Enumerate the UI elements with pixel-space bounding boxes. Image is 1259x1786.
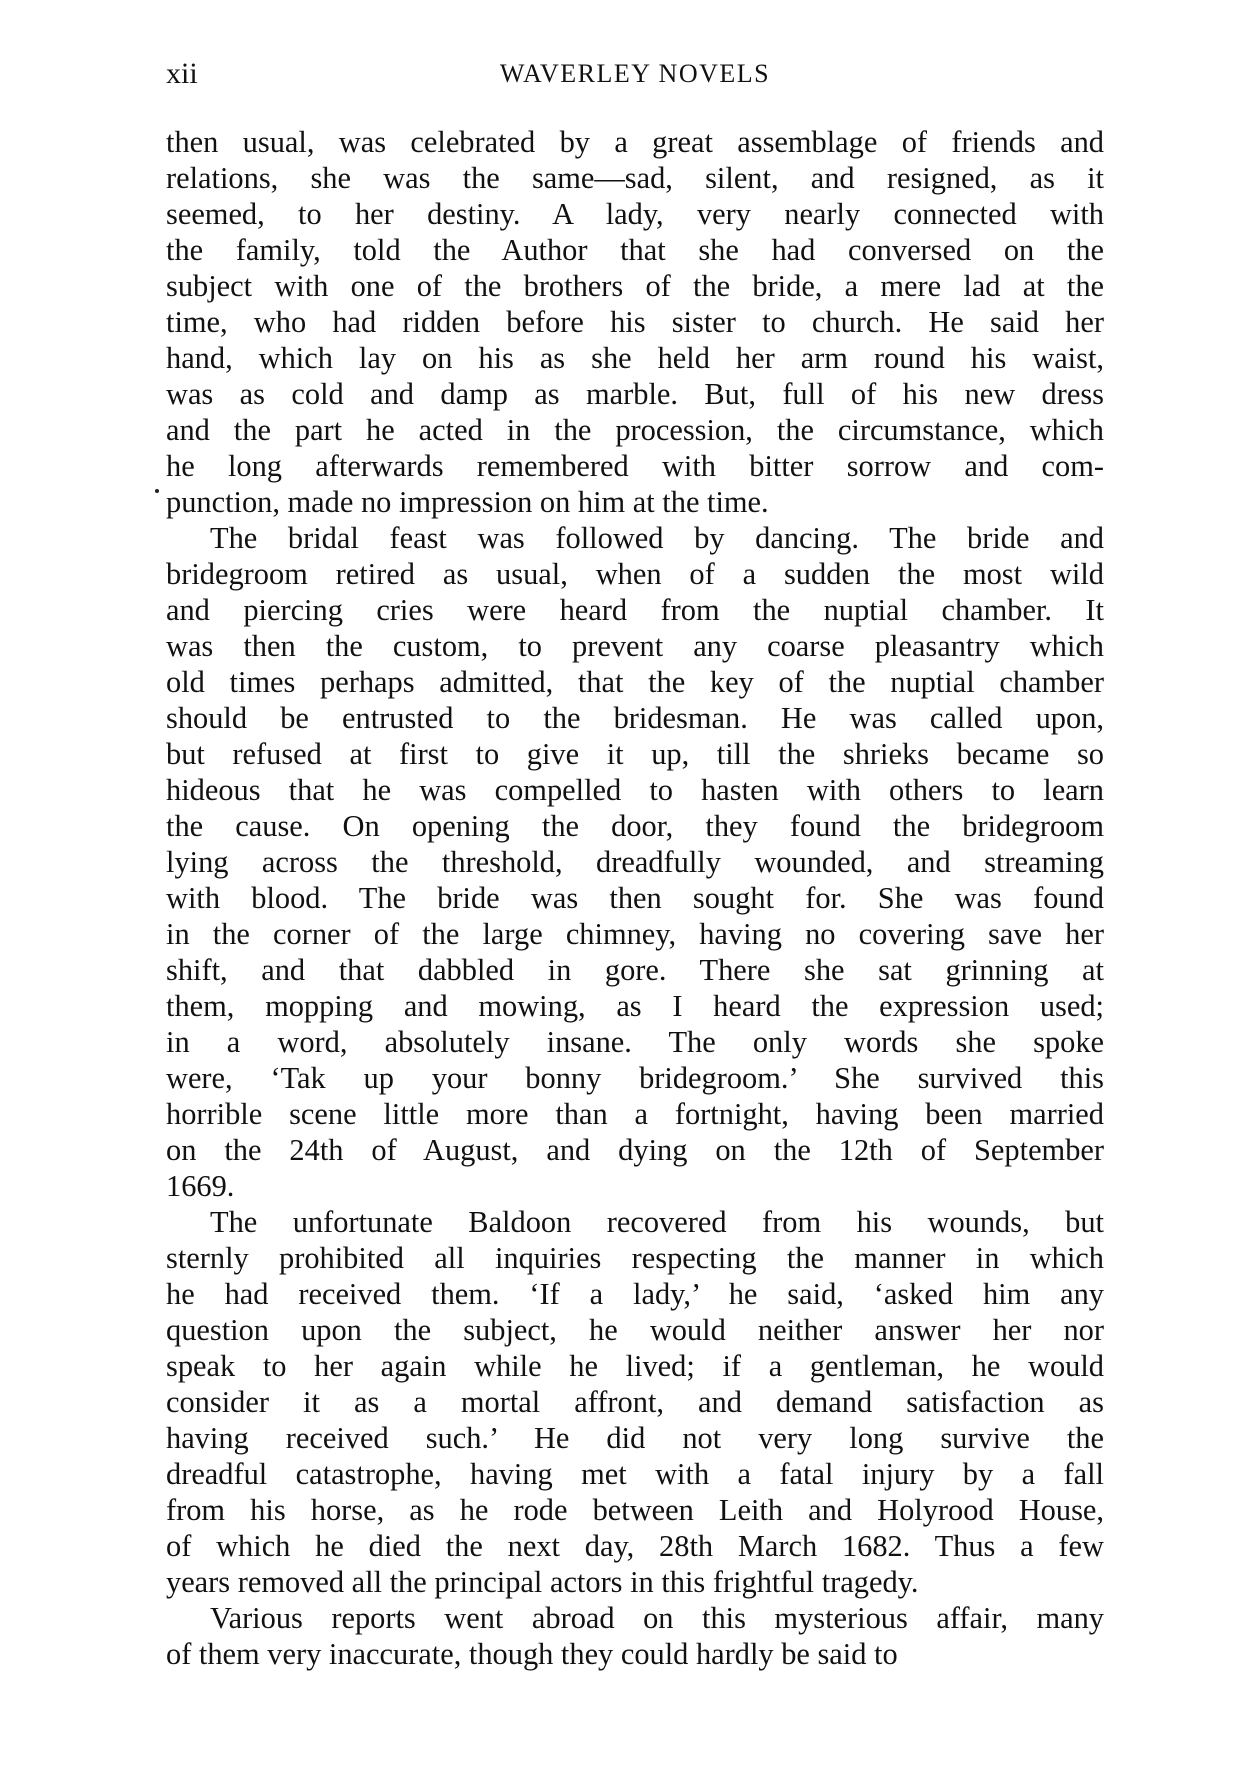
text-line: dreadful catastrophe, having met with a fatal injury by a fall xyxy=(166,1457,1104,1491)
text-line: was then the custom, to prevent any coarse pleasantry which xyxy=(166,629,1104,663)
text-line: he long afterwards remembered with bitter sorrow and com- xyxy=(166,449,1104,483)
text-line: seemed, to her destiny. A lady, very nearly connected with xyxy=(166,197,1104,231)
text-line: sternly prohibited all inquiries respecting the manner in which xyxy=(166,1241,1104,1275)
text-line: but refused at first to give it up, till the shrieks became so xyxy=(166,737,1104,771)
page-number: xii xyxy=(166,57,198,90)
text-line: the family, told the Author that she had conversed on the xyxy=(166,233,1104,267)
text-line: old times perhaps admitted, that the key of the nuptial chamber xyxy=(166,665,1104,699)
text-line: years removed all the principal actors in this frightful tragedy. xyxy=(166,1565,919,1599)
text-line: relations, she was the same—sad, silent, and resigned, as it xyxy=(166,161,1104,195)
text-line: speak to her again while he lived; if a gentleman, he would xyxy=(166,1349,1104,1383)
text-line: shift, and that dabbled in gore. There she sat grinning at xyxy=(166,953,1104,987)
text-line: he had received them. ‘If a lady,’ he said, ‘asked him any xyxy=(166,1277,1104,1311)
page-header xyxy=(166,56,1104,92)
text-line: the cause. On opening the door, they found the bridegroom xyxy=(166,809,1104,843)
text-line: consider it as a mortal affront, and demand satisfaction as xyxy=(166,1385,1104,1419)
text-line: of them very inaccurate, though they could hardly be said to xyxy=(166,1637,898,1671)
text-line: them, mopping and mowing, as I heard the expression used; xyxy=(166,989,1104,1023)
text-line: of which he died the next day, 28th March 1682. Thus a few xyxy=(166,1529,1104,1563)
text-line: in a word, absolutely insane. The only words she spoke xyxy=(166,1025,1104,1059)
text-line: should be entrusted to the bridesman. He was called upon, xyxy=(166,701,1104,735)
text-line: horrible scene little more than a fortnight, having been married xyxy=(166,1097,1104,1131)
text-line: subject with one of the brothers of the bride, a mere lad at the xyxy=(166,269,1104,303)
text-line: hand, which lay on his as she held her arm round his waist, xyxy=(166,341,1104,375)
text-line: and piercing cries were heard from the nuptial chamber. It xyxy=(166,593,1104,627)
text-line: on the 24th of August, and dying on the 12th of September xyxy=(166,1133,1104,1167)
text-line: The bridal feast was followed by dancing. The bride and xyxy=(210,521,1104,555)
text-line: bridegroom retired as usual, when of a sudden the most wild xyxy=(166,557,1104,591)
text-line: Various reports went abroad on this mysterious affair, many xyxy=(210,1601,1104,1635)
text-line: hideous that he was compelled to hasten with others to learn xyxy=(166,773,1104,807)
margin-mark xyxy=(155,489,159,493)
text-line: lying across the threshold, dreadfully wounded, and streaming xyxy=(166,845,1104,879)
text-line: from his horse, as he rode between Leith and Holyrood House, xyxy=(166,1493,1104,1527)
text-line: in the corner of the large chimney, having no covering save her xyxy=(166,917,1104,951)
text-line: was as cold and damp as marble. But, full of his new dress xyxy=(166,377,1104,411)
running-title: WAVERLEY NOVELS xyxy=(499,59,771,88)
body-text xyxy=(166,124,1104,1672)
text-line: were, ‘Tak up your bonny bridegroom.’ She survived this xyxy=(166,1061,1104,1095)
text-line: then usual, was celebrated by a great assemblage of friends and xyxy=(166,125,1104,159)
text-line: punction, made no impression on him at the time. xyxy=(166,485,769,519)
text-line: time, who had ridden before his sister to church. He said her xyxy=(166,305,1104,339)
text-line: The unfortunate Baldoon recovered from his wounds, but xyxy=(210,1205,1104,1239)
text-line: with blood. The bride was then sought for. She was found xyxy=(166,881,1104,915)
text-line: and the part he acted in the procession, the circumstance, which xyxy=(166,413,1104,447)
text-line: having received such.’ He did not very long survive the xyxy=(166,1421,1104,1455)
text-line: 1669. xyxy=(166,1169,235,1203)
text-line: question upon the subject, he would neither answer her nor xyxy=(166,1313,1104,1347)
